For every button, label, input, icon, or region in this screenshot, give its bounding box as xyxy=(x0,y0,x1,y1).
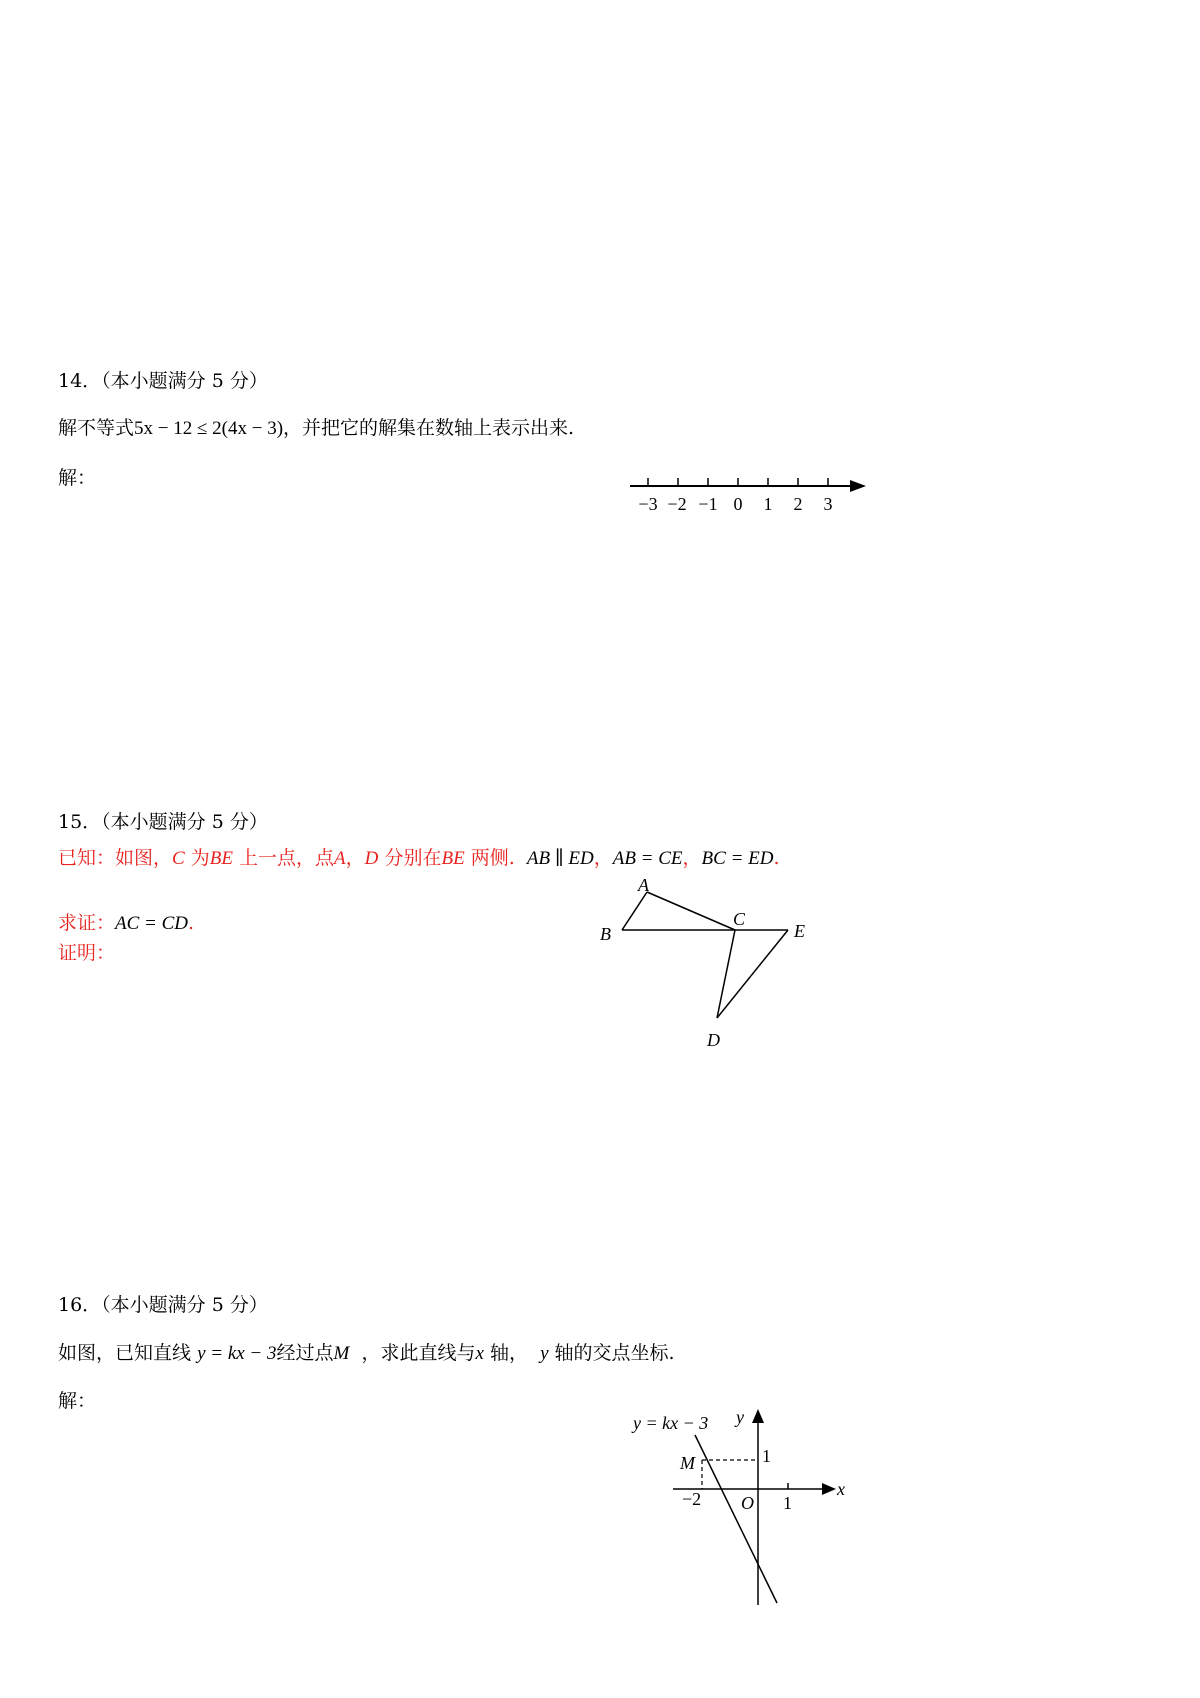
tick-label: 3 xyxy=(823,494,833,514)
graph-point-m-label: M xyxy=(680,1453,695,1473)
q15-given-text4: 两侧. xyxy=(470,847,515,869)
q16-stem-mid3: 轴， xyxy=(489,1342,528,1364)
q15-given-c: C xyxy=(172,848,185,869)
vertex-label-d: D xyxy=(707,1030,720,1050)
graph-y-axis-label: y xyxy=(736,1407,744,1427)
vertex-label-c: C xyxy=(733,909,746,929)
q15-prove-end: . xyxy=(188,912,195,934)
q16-axis-x: x xyxy=(475,1343,484,1364)
tick-label: 2 xyxy=(793,494,803,514)
q14-stem-pre: 解不等式 xyxy=(58,417,135,439)
q15-cond3: BC = ED xyxy=(701,848,774,869)
triangle-figure xyxy=(590,870,830,1060)
q15-given-d: D xyxy=(364,848,379,869)
graph-x-axis-label: x xyxy=(837,1479,845,1499)
q16-stem-pre: 如图，已知直线 xyxy=(58,1342,192,1364)
q15-given xyxy=(58,843,780,870)
q14-solution-label: 解： xyxy=(58,467,97,489)
tick-label: −1 xyxy=(698,494,718,514)
q15-given-prefix: 已知：如图， xyxy=(58,847,173,869)
q15-given-a: A xyxy=(334,848,346,869)
vertex-label-b: B xyxy=(600,924,611,944)
q15-prove-label: 求证： xyxy=(58,912,116,934)
tick-label: 1 xyxy=(763,494,773,514)
vertex-label-e: E xyxy=(794,921,805,941)
q14-inequality: 5x − 12 ≤ 2(4x − 3) xyxy=(134,418,284,439)
tick-label: −3 xyxy=(638,494,658,514)
q16-header: 16．（本小题满分 5 分） xyxy=(58,1294,268,1316)
q16-solution-label: 解： xyxy=(58,1390,97,1412)
q15-sep1: ， xyxy=(593,847,613,869)
q14-stem xyxy=(58,413,574,440)
q15-given-text1: 为 xyxy=(190,847,210,869)
vertex-label-a: A xyxy=(638,875,649,895)
graph-y-1-label: 1 xyxy=(762,1446,771,1466)
q15-cond1: AB ∥ ED xyxy=(526,848,594,869)
tick-label: 0 xyxy=(733,494,743,514)
graph-origin-label: O xyxy=(741,1493,754,1513)
q15-given-be2: BE xyxy=(441,848,465,869)
number-line xyxy=(628,470,868,530)
coordinate-graph xyxy=(625,1405,865,1615)
q15-given-comma: ， xyxy=(345,847,365,869)
q15-end: . xyxy=(773,847,780,869)
q15-header: 15．（本小题满分 5 分） xyxy=(58,811,268,833)
q16-line-expr: y = kx − 3 xyxy=(197,1343,277,1364)
q16-stem-post: 轴的交点坐标. xyxy=(554,1342,675,1364)
q15-given-text3: 分别在 xyxy=(384,847,442,869)
q16-point-m: M xyxy=(333,1343,350,1364)
q15-prove-expr: AC = CD xyxy=(115,913,189,934)
q15-prove xyxy=(58,908,194,935)
q15-proof-label: 证明： xyxy=(58,942,116,964)
q15-sep2: ， xyxy=(682,847,702,869)
graph-x-neg2-label: −2 xyxy=(682,1489,702,1509)
q16-stem-mid2: ，求此直线与 xyxy=(361,1342,476,1364)
q16-stem-mid1: 经过点 xyxy=(276,1342,334,1364)
q15-given-text2: 上一点，点 xyxy=(239,847,335,869)
tick-label: −2 xyxy=(667,494,687,514)
q16-stem xyxy=(58,1338,675,1365)
q14-stem-post: ，并把它的解集在数轴上表示出来. xyxy=(283,417,575,439)
q15-given-be1: BE xyxy=(209,848,233,869)
q16-axis-y: y xyxy=(540,1343,549,1364)
q14-header: 14．（本小题满分 5 分） xyxy=(58,370,268,392)
graph-x-1-label: 1 xyxy=(783,1493,792,1513)
graph-line-label: y = kx − 3 xyxy=(633,1413,709,1433)
q15-cond2: AB = CE xyxy=(612,848,683,869)
